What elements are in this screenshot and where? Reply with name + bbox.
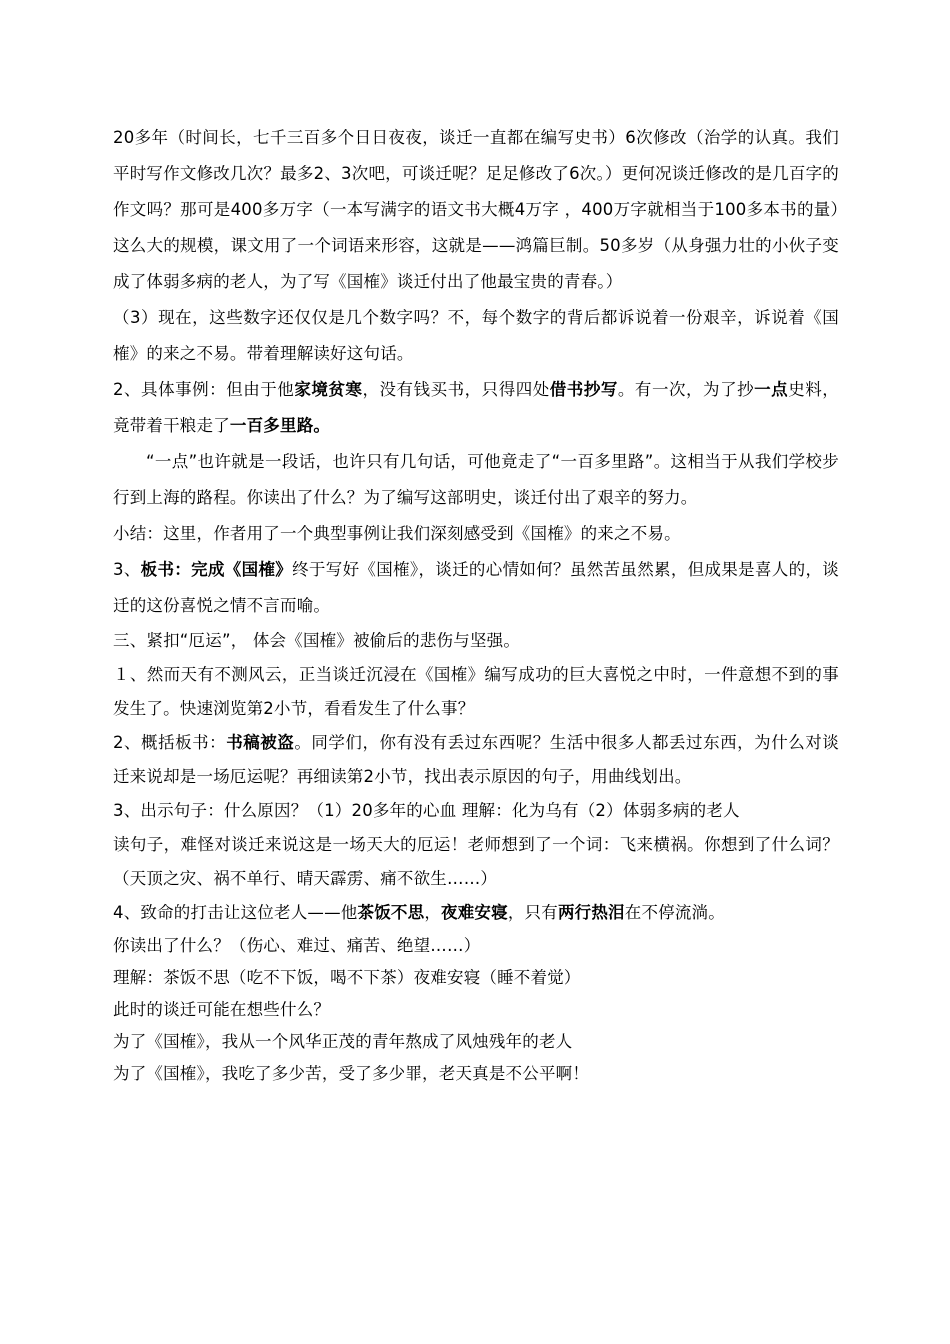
paragraph	[113, 794, 839, 828]
text-run: １、然而天有不测风云，正当谈迁沉浸在《国榷》编写成功的巨大喜悦之中时，一件意想不到的事发生了。快速浏览第2小节，看看发生了什么事？	[113, 665, 839, 718]
text-run: 2、概括板书：	[113, 733, 227, 752]
text-run: 2、具体事例：但由于他	[113, 380, 295, 399]
paragraph	[113, 930, 839, 962]
bold-text-run: 两行热泪	[557, 903, 625, 922]
bold-text-run: 板书：完成《国榷》	[140, 560, 293, 579]
paragraph	[113, 962, 839, 994]
bold-text-run: 家境贫寒	[294, 380, 363, 399]
paragraph	[113, 444, 839, 516]
paragraph	[113, 1026, 839, 1058]
paragraph	[113, 726, 839, 794]
text-run: ，只有	[507, 903, 558, 922]
text-run: 。有一次，为了抄	[617, 380, 755, 399]
paragraph	[113, 372, 839, 444]
text-run: （3）现在，这些数字还仅仅是几个数字吗？不，每个数字的背后都诉说着一份艰辛，诉说着《国榷》的来之不易。带着理解读好这句话。	[113, 308, 839, 363]
text-run: 3、出示句子：什么原因？（1）20多年的心血 理解：化为乌有（2）体弱多病的老人	[113, 801, 740, 820]
bold-text-run: 夜难安寝	[441, 903, 508, 922]
paragraph	[113, 516, 839, 552]
document-body	[113, 120, 839, 1090]
text-run: 3、	[113, 560, 141, 579]
paragraph	[113, 300, 839, 372]
text-run: 终于写好《国榷》，谈迁的心情如何？虽然苦虽然累，但成果是喜人的，谈迁的这份喜悦之情不言而喻。	[113, 560, 839, 615]
text-run: 20多年（时间长，七千三百多个日日夜夜，谈迁一直都在编写史书）6次修改（治学的认真。我们平时写作文修改几次？最多2、3次吧，可谈迁呢？足足修改了6次。）更何况谈迁修改的是几百字的作文吗？那可是400多万字（一本写满字的语文书大概4万字 ，400万字就相当于100多本书的量）这么大的规模，课文用了一个词语来形容，这就是——鸿篇巨制。50多岁（从身强力壮的小伙子变成了体弱多病的老人，为了写《国榷》谈迁付出了他最宝贵的青春。）	[113, 128, 839, 291]
text-run: 三、紧扣“厄运”， 体会《国榷》被偷后的悲伤与坚强。	[113, 631, 521, 650]
paragraph	[113, 552, 839, 624]
text-run: 史料，竟带着干粮走了	[113, 380, 839, 435]
bold-text-run: 一百多里路。	[229, 416, 331, 435]
bold-text-run: 一点	[754, 380, 789, 399]
paragraph	[113, 658, 839, 726]
paragraph	[113, 120, 839, 300]
text-run: 理解：茶饭不思（吃不下饭，喝不下茶）夜难安寝（睡不着觉）	[113, 968, 581, 987]
text-run: “一点”也许就是一段话，也许只有几句话，可他竟走了“一百多里路”。这相当于从我们学校步行到上海的路程。你读出了什么？为了编写这部明史，谈迁付出了艰辛的努力。	[113, 452, 839, 507]
bold-text-run: 借书抄写	[549, 380, 618, 399]
text-run: ，	[424, 903, 442, 922]
text-run: 读句子，难怪对谈迁来说这是一场天大的厄运！老师想到了一个词：飞来横祸。你想到了什么词？（天顶之灾、祸不单行、晴天霹雳、痛不欲生……）	[113, 835, 839, 888]
bold-text-run: 书稿被盗	[226, 733, 295, 752]
text-run: 为了《国榷》，我从一个风华正茂的青年熬成了风烛残年的老人	[113, 1032, 573, 1051]
text-run: 你读出了什么？（伤心、难过、痛苦、绝望……）	[113, 936, 481, 955]
paragraph	[113, 624, 839, 658]
bold-text-run: 茶饭不思	[357, 903, 425, 922]
text-run: 4、致命的打击让这位老人——他	[113, 903, 358, 922]
paragraph	[113, 828, 839, 896]
text-run: 为了《国榷》，我吃了多少苦，受了多少罪，老天真是不公平啊！	[113, 1064, 590, 1083]
paragraph	[113, 994, 839, 1026]
text-run: 此时的谈迁可能在想些什么？	[113, 1000, 331, 1019]
paragraph	[113, 1058, 839, 1090]
paragraph	[113, 896, 839, 930]
text-run: ，没有钱买书，只得四处	[362, 380, 550, 399]
text-run: 在不停流淌。	[624, 903, 725, 922]
text-run: 小结：这里，作者用了一个典型事例让我们深刻感受到《国榷》的来之不易。	[113, 524, 681, 543]
text-run: 。同学们，你有没有丢过东西呢？生活中很多人都丢过东西，为什么对谈迁来说却是一场厄运呢？再细读第2小节，找出表示原因的句子，用曲线划出。	[113, 733, 839, 786]
